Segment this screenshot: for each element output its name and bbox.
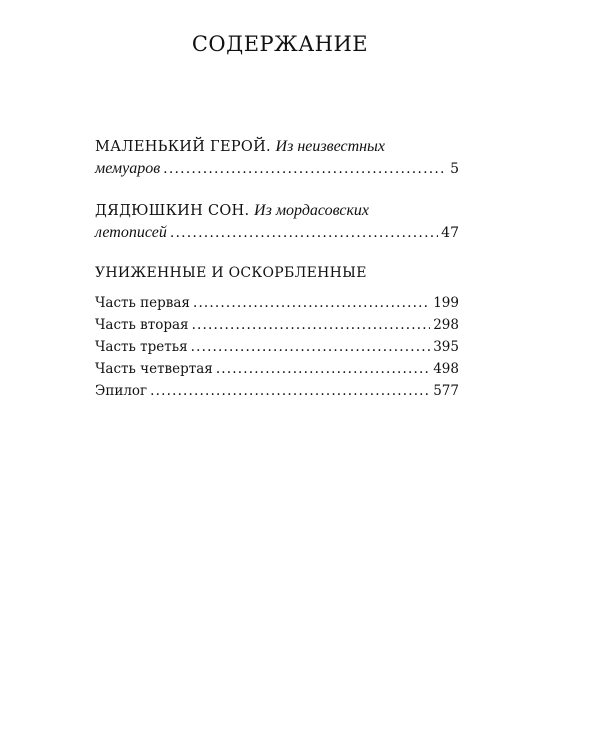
toc-part-line bbox=[95, 336, 459, 358]
page-title: СОДЕРЖАНИЕ bbox=[191, 32, 369, 56]
part-label: Эпилог bbox=[95, 383, 148, 399]
toc-entry bbox=[95, 136, 459, 180]
toc-entry bbox=[95, 200, 459, 244]
toc-entry-continuation: летописей bbox=[95, 224, 167, 241]
toc-part-line bbox=[95, 380, 459, 402]
toc-entry-title-sub: Из мордасовских bbox=[254, 202, 370, 219]
page-number: 298 bbox=[433, 317, 459, 333]
part-label: Часть первая bbox=[95, 295, 190, 311]
page-number: 199 bbox=[433, 295, 459, 311]
toc-entry-title bbox=[95, 136, 459, 158]
toc-entry-title bbox=[95, 200, 459, 222]
page-number: 577 bbox=[433, 383, 459, 399]
toc-part-line bbox=[95, 314, 459, 336]
dot-leader bbox=[191, 336, 431, 358]
dot-leader bbox=[150, 380, 430, 402]
part-label: Часть третья bbox=[95, 339, 188, 355]
dot-leader bbox=[163, 158, 447, 180]
toc-entry-title-sub: Из неизвестных bbox=[275, 138, 385, 155]
page-number: 5 bbox=[450, 161, 459, 177]
toc-entry-title-caps: МАЛЕНЬКИЙ ГЕРОЙ. bbox=[95, 139, 271, 155]
toc-part-line bbox=[95, 358, 459, 380]
toc-part-line bbox=[95, 292, 459, 314]
dot-leader bbox=[216, 358, 430, 380]
part-label: Часть четвертая bbox=[95, 361, 213, 377]
section-title: УНИЖЕННЫЕ И ОСКОРБЛЕННЫЕ bbox=[95, 265, 367, 281]
dot-leader bbox=[192, 314, 431, 336]
dot-leader bbox=[170, 222, 438, 244]
toc-entry-leader-line bbox=[95, 222, 459, 244]
page-number: 498 bbox=[433, 361, 459, 377]
toc-entry-title-caps: ДЯДЮШКИН СОН. bbox=[95, 203, 250, 219]
toc-entry-continuation: мемуаров bbox=[95, 160, 161, 177]
part-label: Часть вторая bbox=[95, 317, 189, 333]
dot-leader bbox=[193, 292, 430, 314]
page-number: 47 bbox=[441, 225, 459, 241]
toc-section bbox=[95, 262, 459, 402]
page-number: 395 bbox=[433, 339, 459, 355]
toc-entry-leader-line bbox=[95, 158, 459, 180]
